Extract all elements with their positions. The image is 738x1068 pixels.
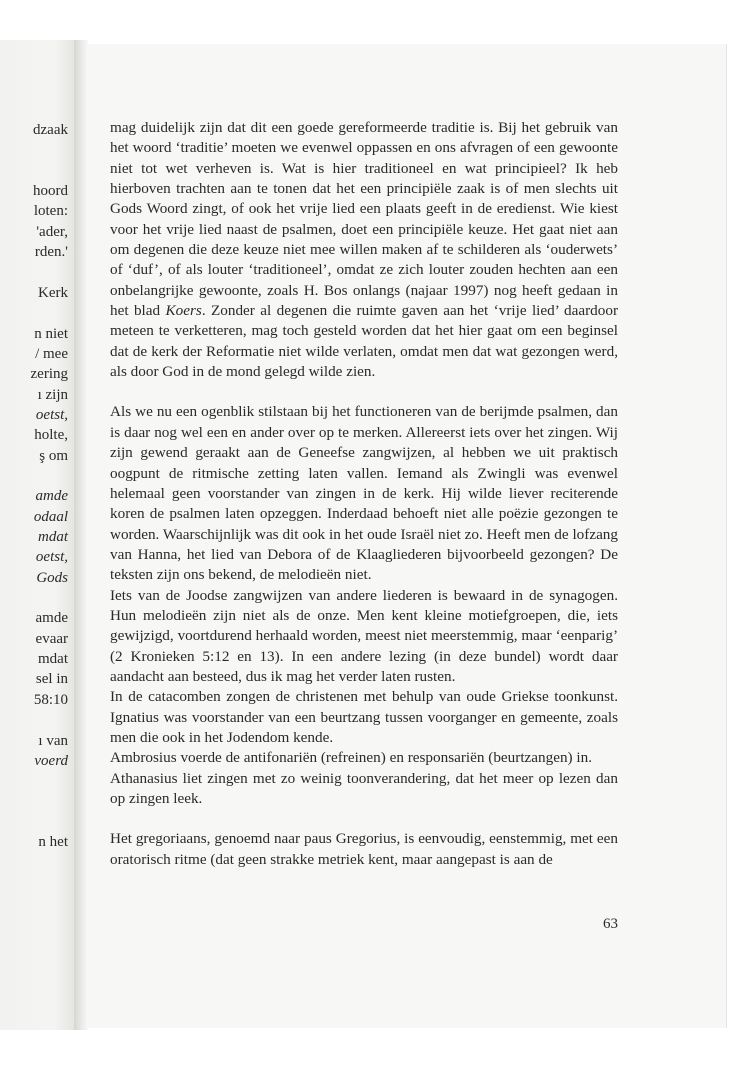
left-page-line: oetst, [35,406,68,423]
paragraph-berijmde-psalmen: Als we nu een ogenblik stilstaan bij het functioneren van de berijmde psalmen, dan is daar nog wel een en ander over op te merken. Allereerst iets over het zingen. Wij zijn gewend geraakt aan de Geneefse zangwijzen, al hebben we uit praktisch oogpunt de ritmische zetting laten vallen. Iemand als Zwingli was evenwel helemaal geen voorstander van zingen in de kerk. Hij wilde liever reciterende koren de psalmen laten opzeggen. Inderdaad behoeft niet alle poëzie gezongen te worden. Waarschijnlijk was dit ook in het oude Israël niet zo. Heeft men de lofzang van Hanna, het lied van Debora of de Klaagliederen bijvoorbeeld gezongen? De teksten zijn ons bekend, de melodieën niet. [110,403,618,584]
left-page-line: evaar [35,630,68,647]
left-page-line: ş om [39,447,68,464]
body-text [110,118,618,870]
paragraph-tradition: mag duidelijk zijn dat dit een goede gereformeerde traditie is. Bij het gebruik van het woord ‘traditie’ moeten we evenwel oppassen en ons afvragen of een gewoonte niet tot wet verheven is. Wat is hier traditioneel en wat principieel? Ik heb hierboven trachten aan te tonen dat het een principiële zaak is of men slechts uit Gods Woord zingt, of ook het vrije lied een plaats geeft in de eredienst. Wie kiest voor het vrije lied naast de psalmen, doet een principiële keuze. Het gaat niet aan om degenen die deze keuze niet mee willen maken af te schilderen als ‘ouderwets’ of ‘duf’, of als louter ‘traditioneel’, omdat ze zich louter zouden hechten aan een onbelangrijke gewoonte, zoals H. Bos onlangs (najaar 1997) nog heeft gedaan in het blad Koers. Zonder al degenen die ruimte gaven aan het ‘vrije lied’ daardoor meteen te verketteren, mag toch gesteld worden dat het hier gaat om een beginsel dat de kerk der Reformatie niet wilde verlaten, omdat men dat wat gezongen werd, als door God in de mond gelegd wilde zien. [110,119,619,381]
left-page-line: / mee [35,345,68,362]
left-page-line: holte, [34,427,68,444]
paragraph-ambrosius: Ambrosius voerde de antifonariën (refreinen) en responsariën (beurtzangen) in. [110,749,593,767]
left-page-line: oetst, [35,549,68,566]
left-page-line: n niet [34,325,68,342]
left-page-line: 'ader, [36,223,68,240]
left-page-line: rden.' [34,244,68,261]
left-page-line: odaal [33,508,68,525]
left-page-line: hoord [33,183,68,200]
left-page-line: Gods [36,569,68,586]
left-page-line: 58:10 [33,691,68,708]
left-page-line: mdat [38,651,68,668]
koers-title: Koers [165,302,202,320]
left-page-line: zering [30,366,68,383]
paragraph-catacomben: In de catacomben zongen de christenen met behulp van oude Griekse toonkunst. Ignatius was voorstander van een beurtzang tussen voorganger en gemeente, zoals men die ook in het Jodendom kende. [110,688,618,746]
left-page-line: n het [38,834,68,851]
left-page-line: ı zijn [37,386,68,403]
paragraph-athanasius: Athanasius liet zingen met zo weinig toonverandering, dat het meer op lezen dan op zingen leek. [110,769,618,807]
left-page-line: dzaak [33,122,68,138]
left-page-line: voerd [34,752,68,769]
paragraph-gregoriaans: Het gregoriaans, genoemd naar paus Gregorius, is eenvoudig, eenstemmig, met een oratorisch ritme (dat geen strakke metriek kent, maar aangepast is aan de [110,830,618,868]
left-page-line: mdat [38,529,68,545]
left-page-line: sel in [35,671,68,688]
left-page-line: amde [35,610,68,627]
left-page-line: amde [35,488,68,505]
page-number: 63 [603,916,618,932]
left-page-line: ı van [38,732,68,749]
paragraph-joodse-zangwijzen: Iets van de Joodse zangwijzen van andere liederen is bewaard in de synagogen. Hun melodieën zijn niet als de onze. Men kent kleine motiefgroepen, die, iets gewijzigd, voortdurend herhaald worden, meest niet meerstemmig, maar ‘eenparig’ (2 Kronieken 5:12 en 13). In een andere lezing (in deze bundel) wordt daar aandacht aan besteed, dus ik mag het verder laten rusten. [110,586,618,685]
left-page-line: loten: [33,203,68,220]
left-page-line: Kerk [38,284,68,301]
left-page-fragment [0,40,78,1030]
